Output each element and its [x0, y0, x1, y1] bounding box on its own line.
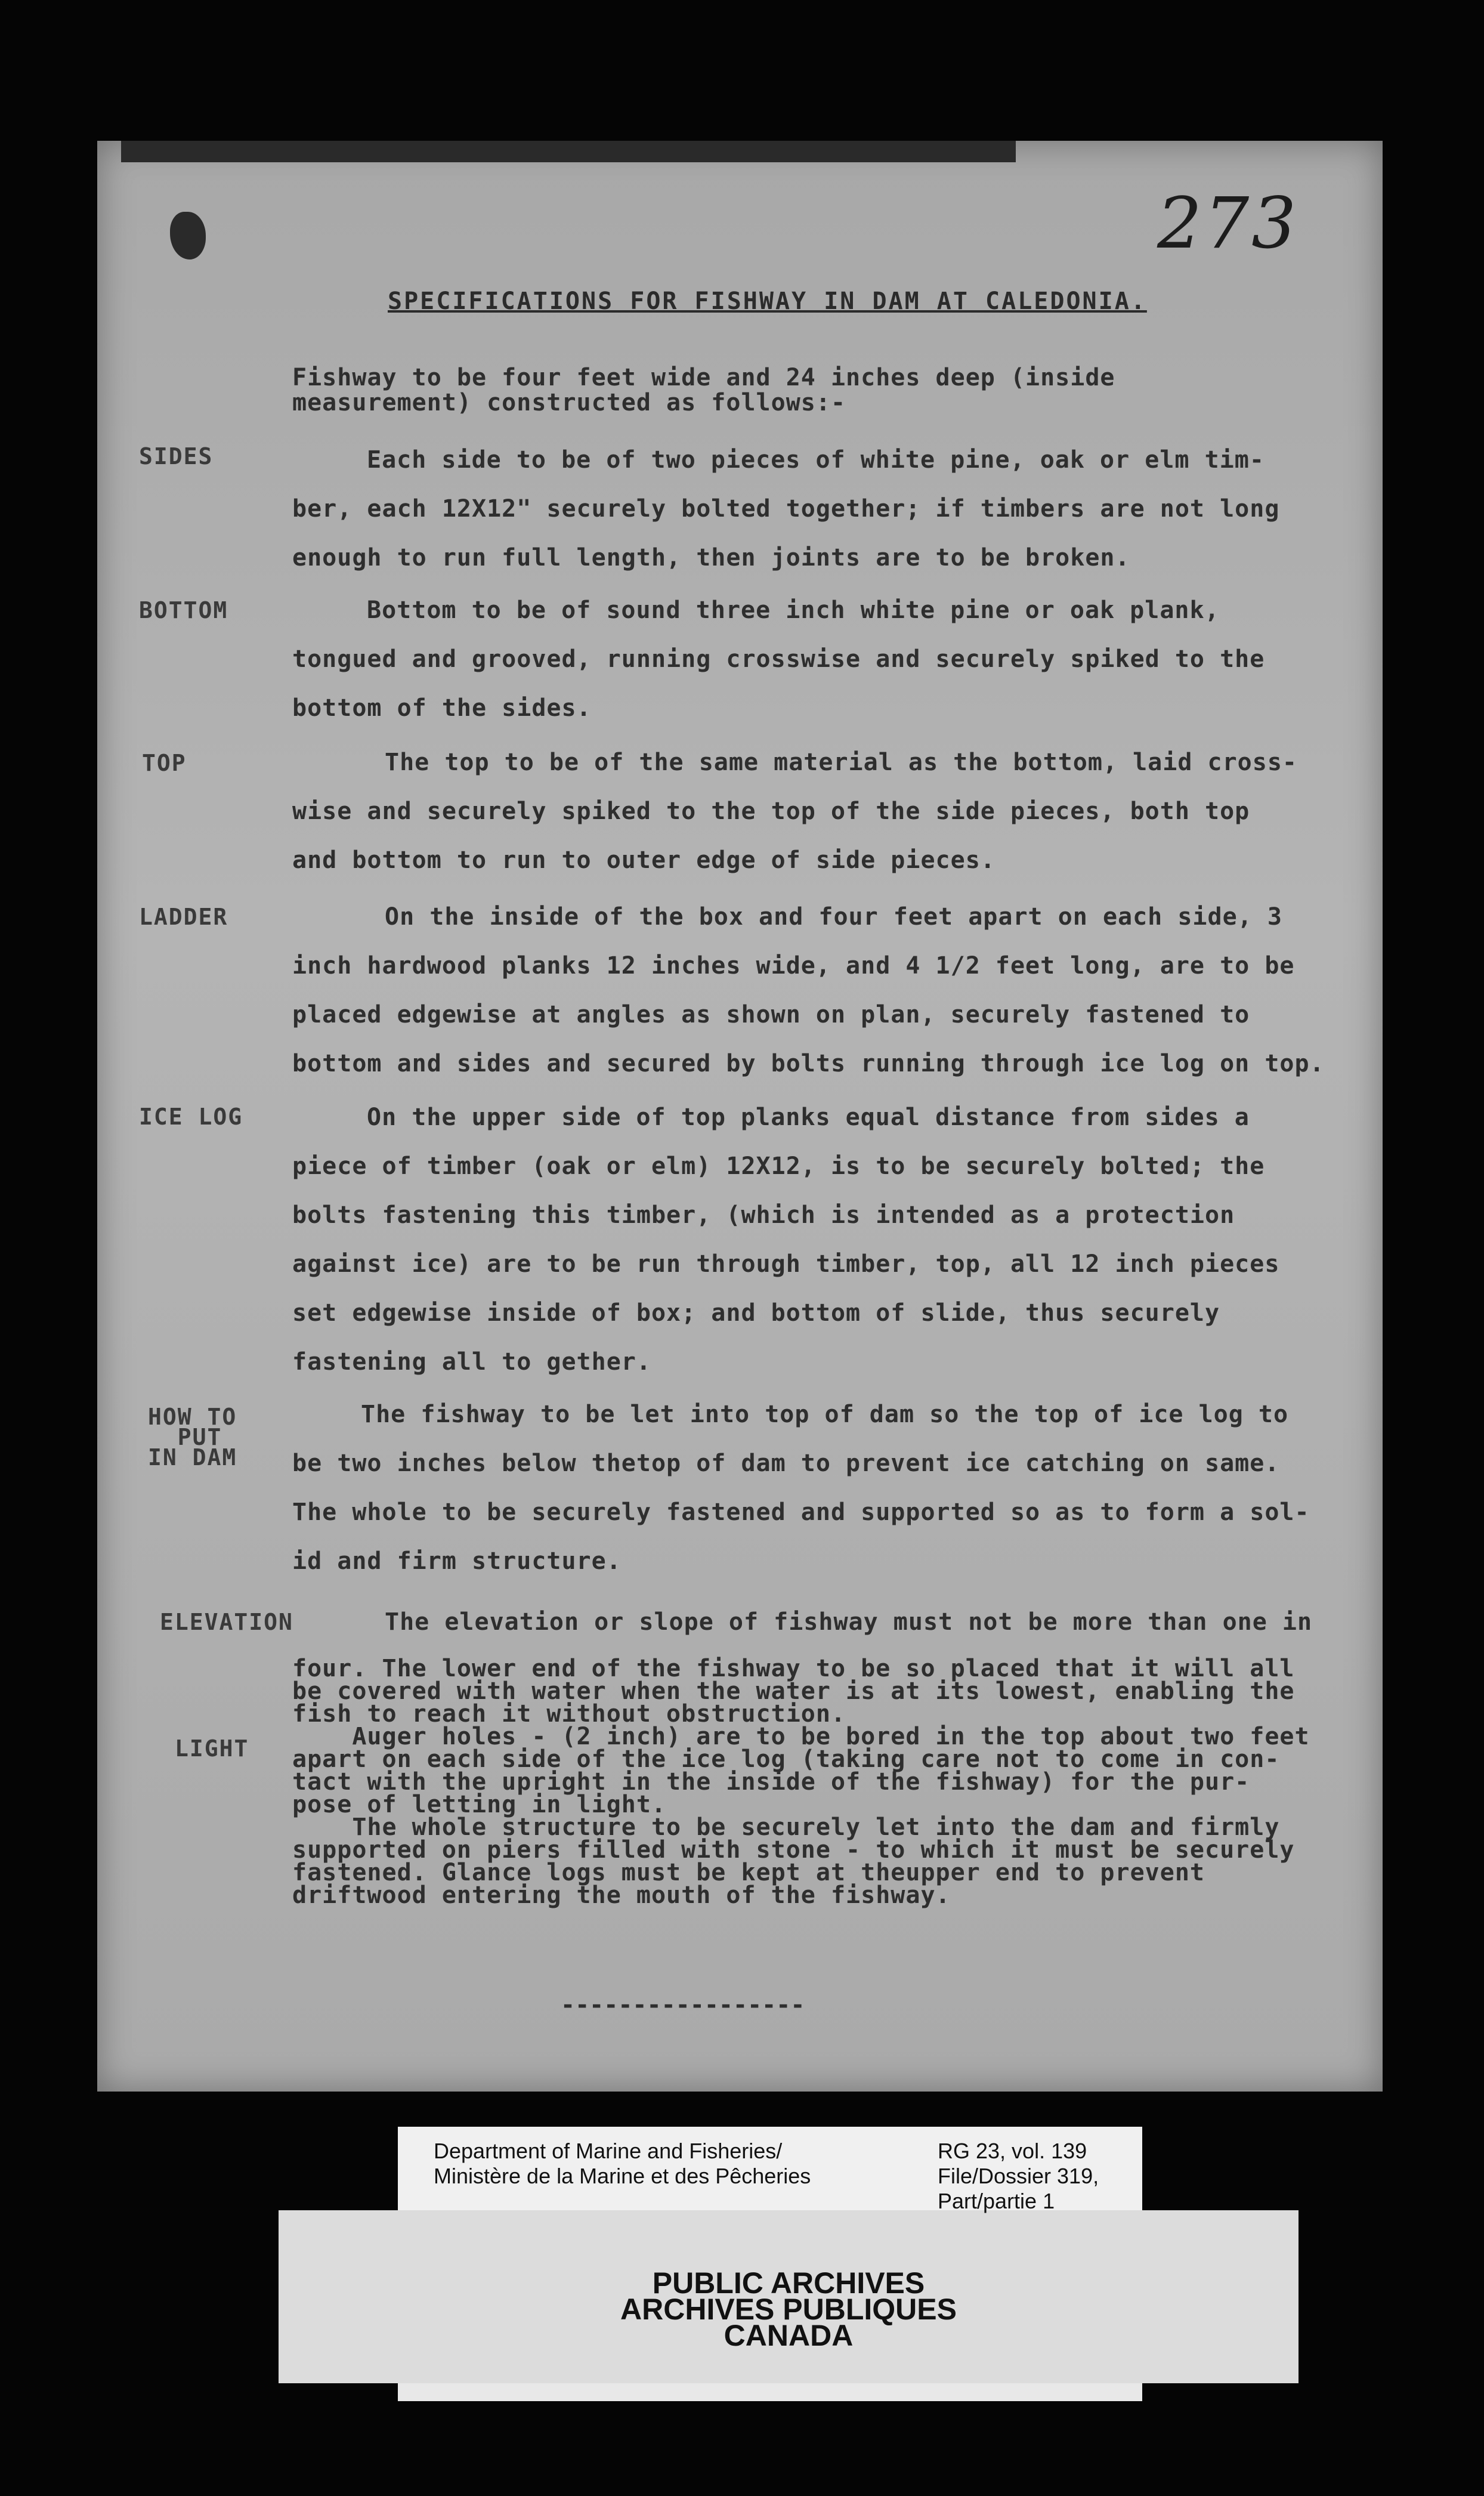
text-line: against ice) are to be run through timber, top, all 12 inch pieces [292, 1250, 1280, 1278]
text-line: enough to run full length, then joints are to be broken. [292, 544, 1130, 572]
text-line: The whole to be securely fastened and supported so as to form a sol- [292, 1499, 1310, 1526]
archives-stamp [279, 2266, 1298, 2352]
text-line: ber, each 12X12" securely bolted together; if timbers are not long [292, 495, 1280, 523]
archives-stamp-line: PUBLIC ARCHIVES [652, 2266, 925, 2300]
text-line: tact with the upright in the inside of the fishway) for the pur- [292, 1768, 1250, 1796]
text-line: pose of letting in light. [292, 1791, 667, 1818]
text-line: id and firm structure. [292, 1547, 622, 1575]
section-elevation [292, 1598, 1312, 1647]
section-top [292, 738, 1297, 885]
archives-stamp-line: CANADA [724, 2319, 854, 2352]
file-reference [938, 2139, 1099, 2214]
text-line: fish to reach it without obstruction. [292, 1700, 846, 1728]
margin-label-elevation: ELEVATION [160, 1609, 293, 1635]
page-top-shadow [121, 141, 1016, 162]
archives-stamp-line: ARCHIVES PUBLIQUES [620, 2293, 957, 2326]
margin-label-sides: SIDES [139, 443, 214, 469]
margin-label-how-to-put-in-dam: HOW TO PUT IN DAM [148, 1404, 237, 1471]
archives-stamp-area [279, 2210, 1298, 2383]
file-reference-line: RG 23, vol. 139 [938, 2139, 1087, 2163]
text-line: On the inside of the box and four feet apart on each side, 3 [385, 903, 1282, 931]
file-reference-line: File/Dossier 319, [938, 2164, 1099, 2188]
text-line: and bottom to run to outer edge of side pieces. [292, 847, 995, 874]
text-line: piece of timber (oak or elm) 12X12, is to be securely bolted; the [292, 1153, 1265, 1180]
text-line: On the upper side of top planks equal distance from sides a [367, 1104, 1250, 1131]
section-bottom [292, 586, 1265, 733]
text-line: bottom and sides and secured by bolts running through ice log on top. [292, 1050, 1325, 1077]
section-ladder [292, 892, 1325, 1088]
margin-label-bottom: BOTTOM [139, 597, 228, 623]
text-line: placed edgewise at angles as shown on plan, securely fastened to [292, 1001, 1250, 1028]
margin-label-light: LIGHT [175, 1735, 249, 1762]
text-line: Auger holes - (2 inch) are to be bored in the top about two feet [292, 1723, 1310, 1750]
text-line: apart on each side of the ice log (taking care not to come in con- [292, 1746, 1280, 1773]
text-line: supported on piers filled with stone - to which it must be securely [292, 1836, 1295, 1864]
text-line: Bottom to be of sound three inch white pine or oak plank, [367, 597, 1220, 624]
department-line: Department of Marine and Fisheries/ [434, 2139, 783, 2163]
text-line: be two inches below thetop of dam to prevent ice catching on same. [292, 1450, 1280, 1477]
text-line: set edgewise inside of box; and bottom of slide, thus securely [292, 1299, 1220, 1327]
text-line: tongued and grooved, running crosswise and securely spiked to the [292, 645, 1265, 673]
section-auger-and-structure [292, 1657, 1310, 1907]
text-line: bolts fastening this timber, (which is intended as a protection [292, 1201, 1235, 1229]
section-sides [292, 435, 1279, 582]
department-name [434, 2139, 811, 2189]
closing-rule: ----------------- [561, 1991, 805, 2019]
section-ice-log [292, 1093, 1279, 1386]
text-line: bottom of the sides. [292, 694, 592, 722]
text-line: wise and securely spiked to the top of the side pieces, both top [292, 798, 1250, 825]
text-line: four. The lower end of the fishway to be so placed that it will all [292, 1655, 1295, 1682]
department-line: Ministère de la Marine et des Pêcheries [434, 2164, 811, 2188]
text-line: The whole structure to be securely let into the dam and firmly [292, 1814, 1280, 1841]
text-line: inch hardwood planks 12 inches wide, and 4 1/2 feet long, are to be [292, 952, 1295, 980]
reference-label [398, 2127, 1142, 2213]
text-line: fastened. Glance logs must be kept at theupper end to prevent [292, 1859, 1205, 1886]
text-line: fastening all to gether. [292, 1348, 651, 1376]
file-reference-line: Part/partie 1 [938, 2189, 1055, 2213]
intro-line-1: Fishway to be four feet wide and 24 inches deep (inside [292, 364, 1115, 391]
margin-label-top: TOP [142, 750, 187, 776]
intro-line-2: measurement) constructed as follows:- [292, 389, 846, 416]
text-line: driftwood entering the mouth of the fishway. [292, 1882, 951, 1909]
text-line: be covered with water when the water is at its lowest, enabling the [292, 1678, 1295, 1705]
label-bottom-edge [398, 2383, 1142, 2401]
margin-label-ladder: LADDER [139, 904, 228, 930]
text-line: The elevation or slope of fishway must not be more than one in [385, 1608, 1313, 1636]
text-line: The top to be of the same material as the bottom, laid cross- [385, 749, 1298, 776]
section-how-to-put-in-dam [292, 1390, 1310, 1586]
text-line: Each side to be of two pieces of white pine, oak or elm tim- [367, 446, 1265, 474]
document-title: SPECIFICATIONS FOR FISHWAY IN DAM AT CALEDONIA. [388, 288, 1147, 315]
margin-label-ice-log: ICE LOG [139, 1104, 243, 1130]
folio-number: 273 [1157, 182, 1299, 264]
text-line: The fishway to be let into top of dam so the top of ice log to [361, 1401, 1289, 1428]
